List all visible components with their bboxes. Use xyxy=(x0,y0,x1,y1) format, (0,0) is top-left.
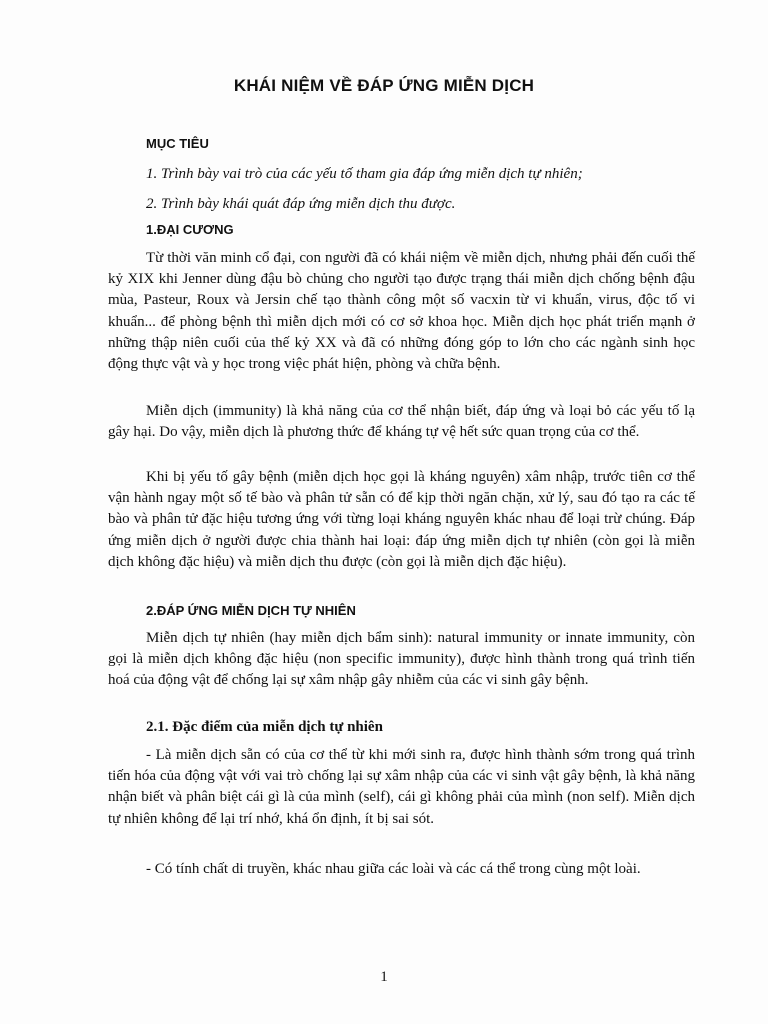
section-2-heading: 2.ĐÁP ỨNG MIỄN DỊCH TỰ NHIÊN xyxy=(146,603,356,618)
objective-item-1: 1. Trình bày vai trò của các yếu tố tham gia đáp ứng miễn dịch tự nhiên; xyxy=(146,166,583,182)
section-2-1-item-1: - Là miễn dịch sẵn có của cơ thể từ khi mới sinh ra, được hình thành sớm trong quá trình tiến hóa của động vật với vai trò chống lại sự xâm nhập của các vi sinh vật gây bệnh, là khả năng nhận biết và phân biệt cái gì là của mình (self), cái gì không phải của mình (non self). Miễn dịch tự nhiên không để lại trí nhớ, khá ổn định, ít bị sai sót. xyxy=(108,747,695,827)
page-number: 1 xyxy=(380,969,388,985)
section-2-paragraph: Miễn dịch tự nhiên (hay miễn dịch bẩm sinh): natural immunity or innate immunity, còn gọi là miễn dịch không đặc hiệu (non specific immunity), được hình thành trong quá trình tiến hoá của động vật để chống lại sự xâm nhập gây nhiễm của các vi sinh gây bệnh. xyxy=(108,630,695,689)
page-title: KHÁI NIỆM VỀ ĐÁP ỨNG MIỄN DỊCH xyxy=(233,76,535,95)
section-1-heading: 1.ĐẠI CƯƠNG xyxy=(146,222,234,237)
section-1-paragraph-2: Miễn dịch (immunity) là khả năng của cơ thể nhận biết, đáp ứng và loại bỏ các yếu tố lạ gây hại. Do vậy, miễn dịch là phương thức để kháng tự vệ hết sức quan trọng của cơ thể. xyxy=(108,403,695,441)
objectives-heading: MỤC TIÊU xyxy=(146,136,209,151)
section-2-1-item-2: - Có tính chất di truyền, khác nhau giữa các loài và các cá thể trong cùng một loài. xyxy=(146,861,641,877)
section-1-paragraph-1: Từ thời văn minh cổ đại, con người đã có khái niệm về miễn dịch, nhưng phải đến cuối thế kỷ XIX khi Jenner dùng đậu bò chủng cho người tạo được trạng thái miễn dịch chống bệnh đậu mùa, Pasteur, Roux và Jersin chế tạo thành công một số vacxin từ vi khuẩn, virus, độc tố vi khuẩn... để phòng bệnh thì miễn dịch mới có cơ sở khoa học. Miễn dịch học phát triển mạnh ở những thập niên cuối của thế kỷ XX và đã có những đóng góp to lớn cho các ngành sinh học động thực vật và y học trong việc phát hiện, phòng và chữa bệnh. xyxy=(108,250,695,373)
section-2-1-heading: 2.1. Đặc điểm của miễn dịch tự nhiên xyxy=(146,719,383,735)
objective-item-2: 2. Trình bày khái quát đáp ứng miễn dịch thu được. xyxy=(146,196,456,212)
section-1-paragraph-3: Khi bị yếu tố gây bệnh (miễn dịch học gọi là kháng nguyên) xâm nhập, trước tiên cơ thể vận hành ngay một số tế bào và phân tử sẵn có để kịp thời ngăn chặn, xử lý, sau đó tạo ra các tế bào và phân tử đặc hiệu tương ứng với từng loại kháng nguyên khác nhau để loại trừ chúng. Đáp ứng miễn dịch ở người được chia thành hai loại: đáp ứng miễn dịch tự nhiên (còn gọi là miễn dịch không đặc hiệu) và miễn dịch thu được (còn gọi là miễn dịch đặc hiệu). xyxy=(108,469,695,570)
